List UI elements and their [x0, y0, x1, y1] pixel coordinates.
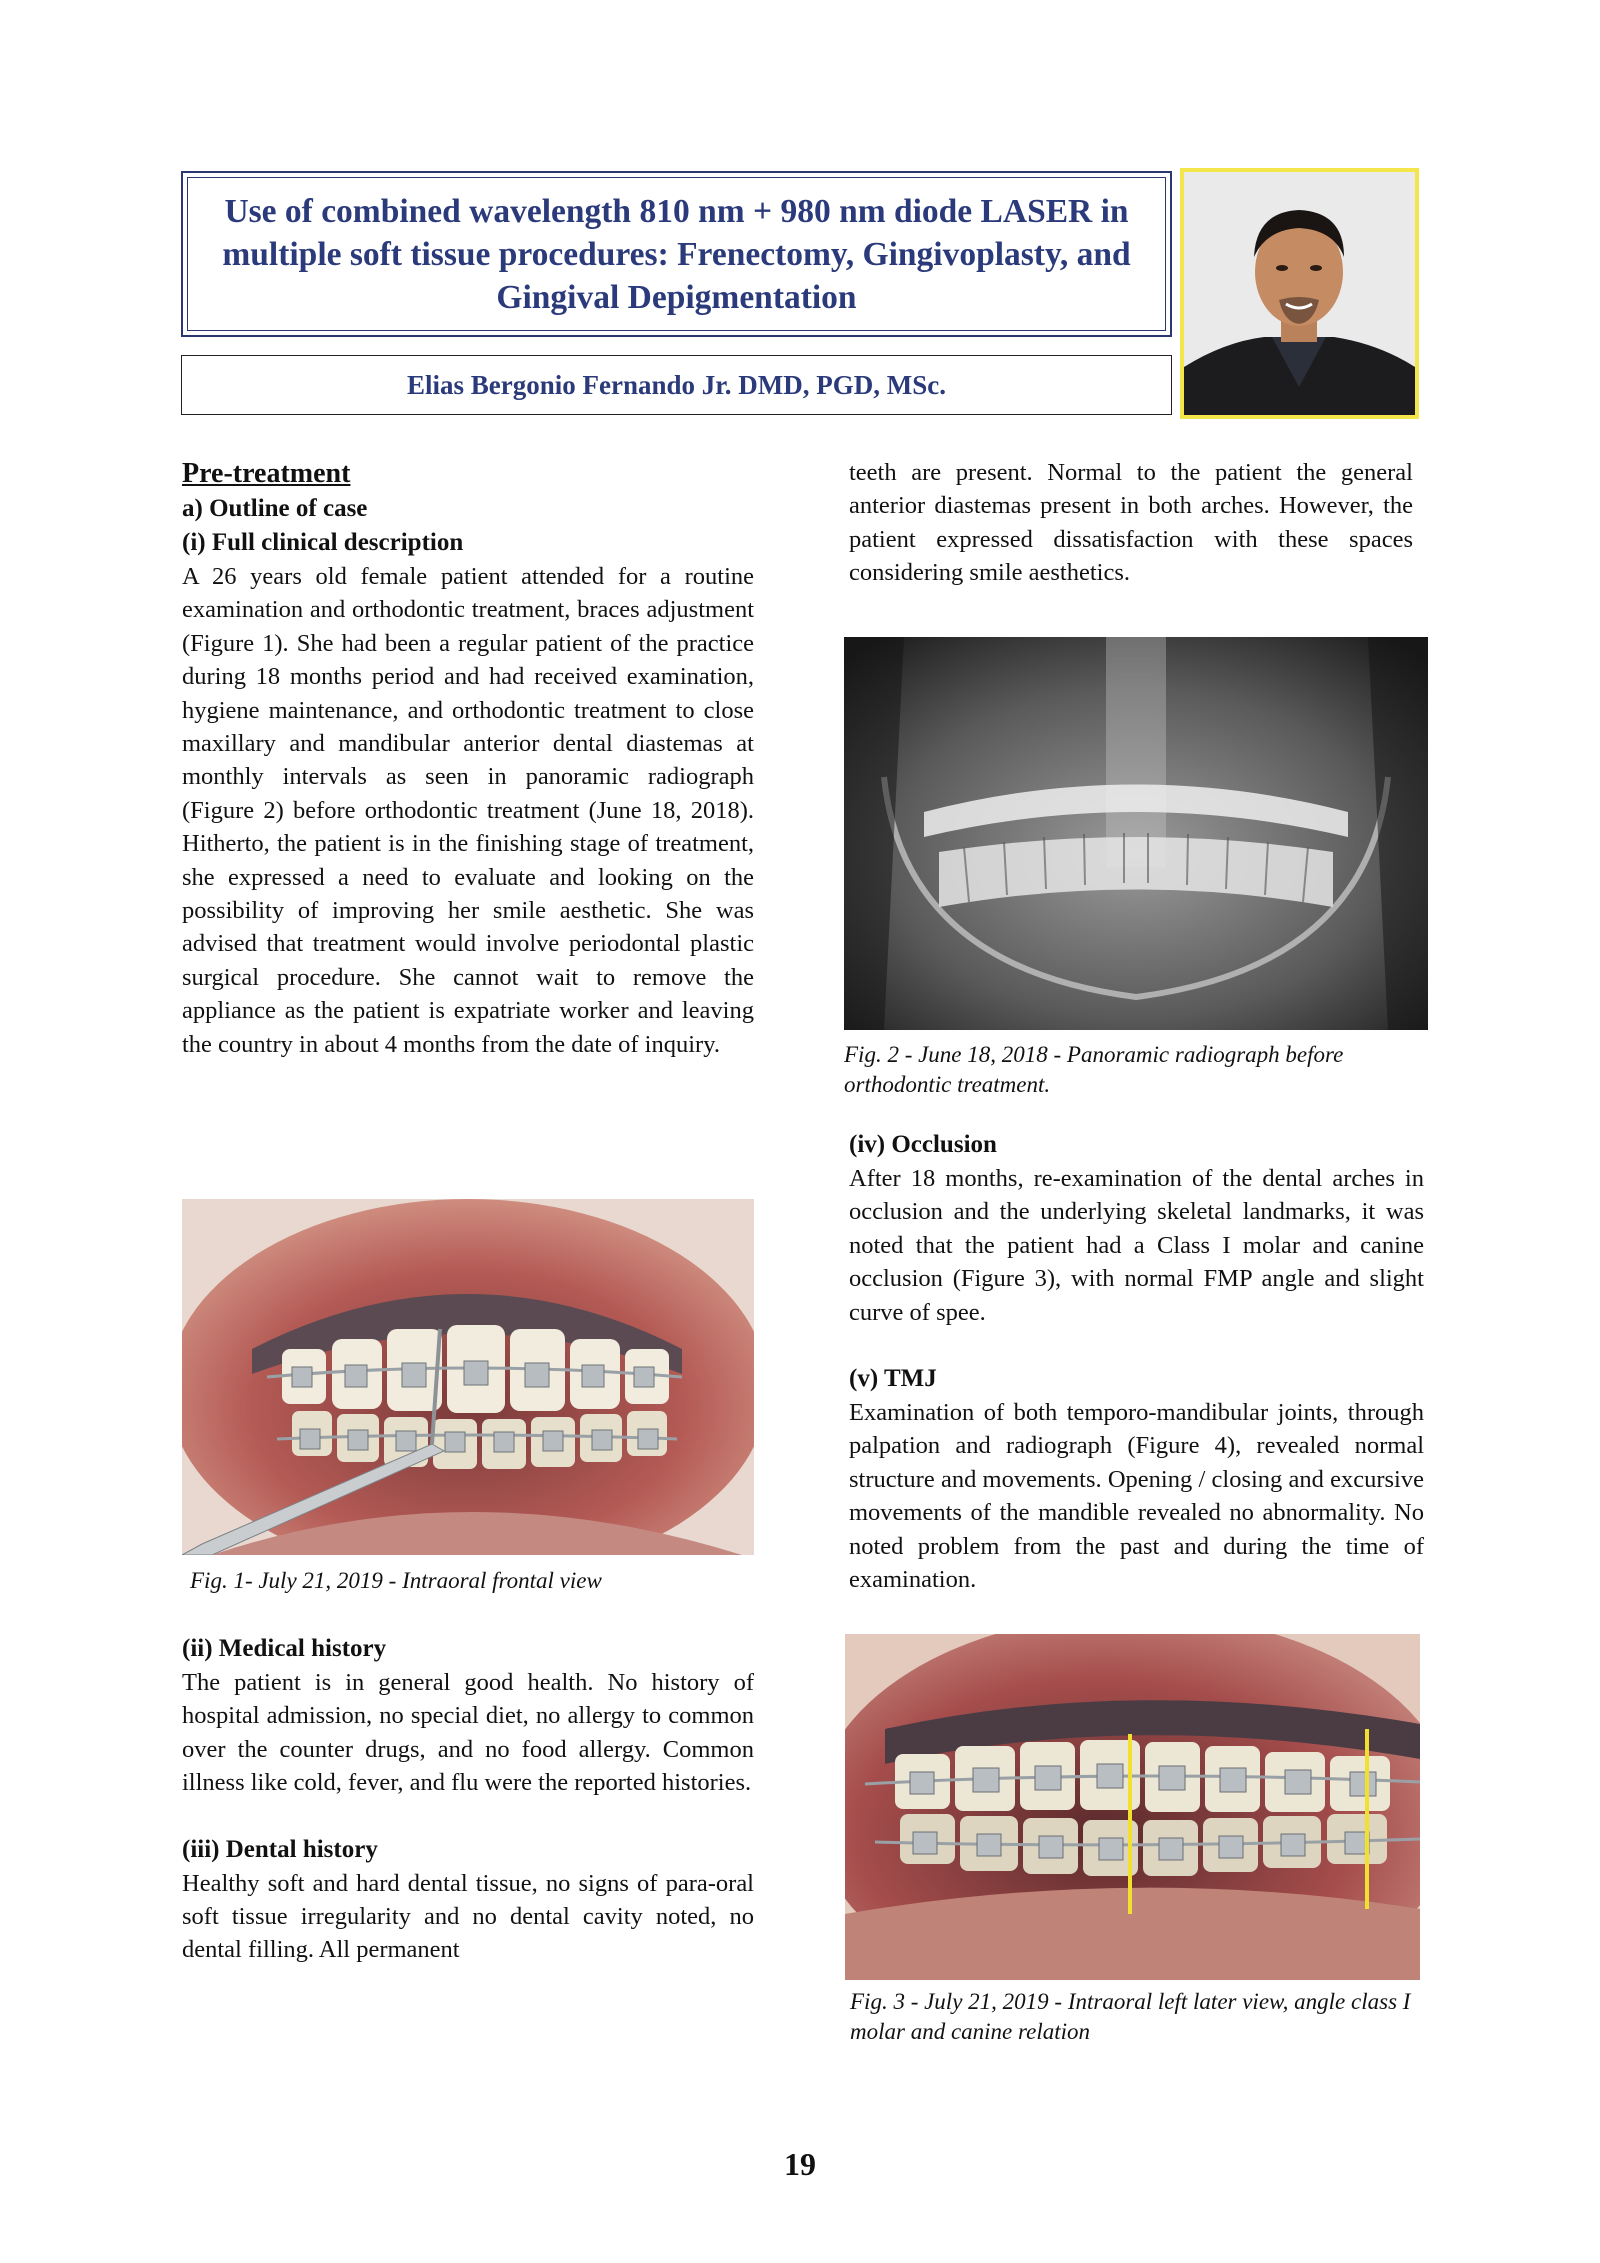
figure-2-caption: Fig. 2 - June 18, 2018 - Panoramic radiograph before orthodontic treatment.: [844, 1042, 1344, 1097]
medical-heading: (ii) Medical history: [182, 1635, 387, 1662]
author-portrait: [1180, 168, 1419, 419]
left-column-top: [182, 456, 754, 1061]
page-number: 19: [784, 2146, 816, 2182]
dental-paragraph: Healthy soft and hard dental tissue, no signs of para-oral soft tissue irregularity and no dental cavity noted, no dental filling. All permanent: [182, 1869, 754, 1964]
author-box: [181, 355, 1172, 415]
title-box: [181, 171, 1172, 337]
figure-3-caption: Fig. 3 - July 21, 2019 - Intraoral left later view, angle class I molar and canine relation: [850, 1989, 1411, 2044]
occlusion-paragraph: After 18 months, re-examination of the dental arches in occlusion and the underlying skeletal landmarks, it was noted that the patient had a Class I molar and canine occlusion (Figure 3), with normal FMP angle and slight curve of spee.: [849, 1165, 1424, 1326]
right-column-top: [849, 456, 1413, 590]
clinical-paragraph: A 26 years old female patient attended for a routine examination and orthodontic treatment, braces adjustment (Figure 1). She had been a regular patient of the practice during 18 months period and had received examination, hygiene maintenance, and orthodontic treatment to close maxillary and mandibular anterior dental diastemas at monthly intervals as seen in panoramic radiograph (Figure 2) before orthodontic treatment (June 18, 2018). Hitherto, the patient is in the finishing stage of treatment, she expressed a need to evaluate and looking on the possibility of improving her smile aesthetic. She was advised that treatment would involve periodontal plastic surgical procedure. She cannot wait to remove the appliance as the patient is expatriate worker and leaving the country in about 4 months from the date of inquiry.: [182, 563, 754, 1058]
figure-1-image: [182, 1199, 754, 1555]
outline-heading: a) Outline of case: [182, 495, 368, 522]
continued-paragraph: teeth are present. Normal to the patient the general anterior diastemas present in both arches. However, the patient expressed dissatisfaction with these spaces considering smile aesthetics.: [849, 459, 1413, 587]
left-column-bottom: [182, 1632, 754, 1967]
right-column-middle: [849, 1128, 1424, 1596]
section-title: Pre-treatment: [182, 458, 351, 489]
occlusion-heading: (iv) Occlusion: [849, 1131, 997, 1158]
tmj-heading: (v) TMJ: [849, 1365, 937, 1393]
title-inner-frame: [187, 177, 1166, 331]
figure-1-caption: Fig. 1- July 21, 2019 - Intraoral frontal view: [190, 1568, 602, 1593]
author-name: Elias Bergonio Fernando Jr. DMD, PGD, MSc.: [407, 369, 946, 400]
article-title: Use of combined wavelength 810 nm + 980 nm diode LASER in multiple soft tissue procedures: Frenectomy, Gingivoplasty, and Gingival Depigmentation: [222, 192, 1131, 316]
medical-paragraph: The patient is in general good health. No history of hospital admission, no special diet, no allergy to common over the counter drugs, and no food allergy. Common illness like cold, fever, and flu were the reported histories.: [182, 1669, 754, 1797]
dental-heading: (iii) Dental history: [182, 1835, 378, 1863]
portrait-photo: [1184, 172, 1415, 415]
figure-3-image: [845, 1634, 1420, 1980]
tmj-paragraph: Examination of both temporo-mandibular joints, through palpation and radiograph (Figure 4), revealed normal structure and movements. Opening / closing and excursive movements of the mandible revealed no abnormality. No noted problem from the past and during the time of examination.: [849, 1399, 1424, 1594]
figure-2-image: [844, 637, 1428, 1030]
clinical-heading: (i) Full clinical description: [182, 529, 464, 556]
